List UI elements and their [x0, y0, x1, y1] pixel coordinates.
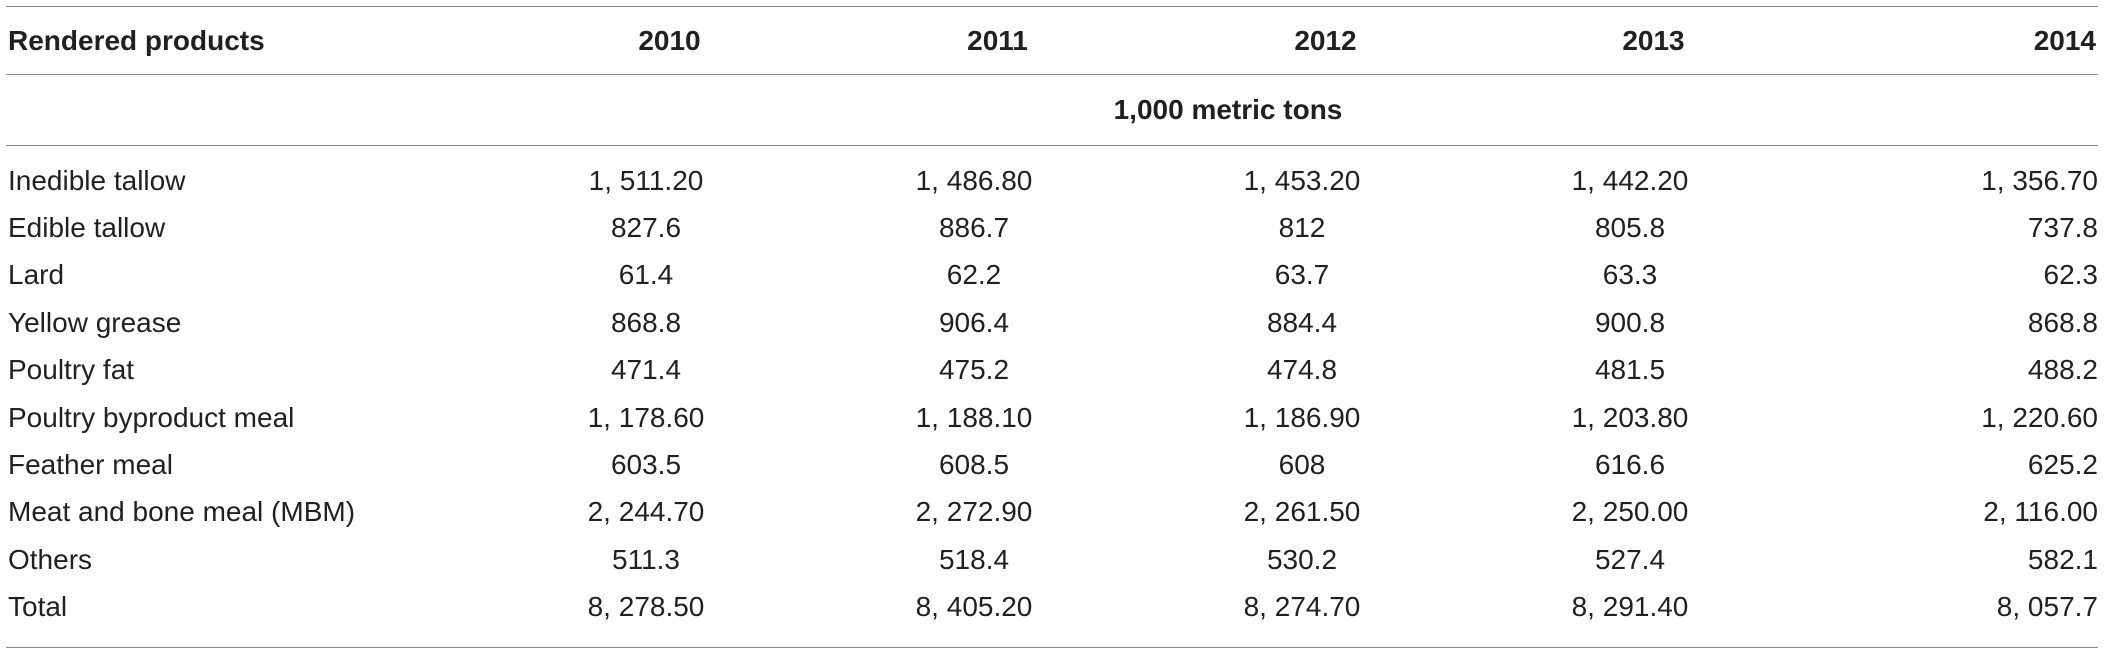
- cell-value: 530.2: [1266, 543, 1338, 575]
- row-label: Poultry fat: [8, 354, 135, 386]
- cell-value: 518.4: [938, 543, 1010, 575]
- cell-value: 2, 250.00: [1571, 496, 1689, 528]
- table-body: [6, 146, 2098, 647]
- row-label: Poultry byproduct meal: [8, 401, 295, 433]
- row-label: Yellow grease: [8, 306, 182, 338]
- cell-value: 62.3: [2043, 259, 2098, 291]
- header-year-2011: 2011: [967, 24, 1028, 56]
- cell-value: 2, 244.70: [587, 496, 705, 528]
- table-row: [6, 299, 2098, 346]
- cell-value: 8, 291.40: [1571, 591, 1689, 623]
- cell-value: 1, 442.20: [1571, 164, 1689, 196]
- table-row: [6, 347, 2098, 394]
- cell-value: 906.4: [938, 306, 1010, 338]
- table-row: [6, 441, 2098, 488]
- cell-value: 1, 486.80: [915, 164, 1033, 196]
- bottom-rule: [6, 647, 2098, 648]
- header-year-2010: 2010: [638, 24, 701, 56]
- header-year-2012: 2012: [1294, 24, 1357, 56]
- cell-value: 1, 511.20: [588, 164, 704, 196]
- cell-value: 63.7: [1274, 259, 1330, 291]
- cell-value: 608: [1278, 449, 1326, 481]
- cell-value: 1, 186.90: [1243, 401, 1361, 433]
- cell-value: 737.8: [2027, 212, 2098, 244]
- cell-value: 616.6: [1594, 449, 1666, 481]
- cell-value: 868.8: [610, 306, 682, 338]
- header-year-2013: 2013: [1622, 24, 1685, 56]
- row-label: Others: [8, 543, 93, 575]
- cell-value: 474.8: [1266, 354, 1338, 386]
- cell-value: 884.4: [1266, 306, 1338, 338]
- cell-value: 8, 057.7: [1996, 591, 2098, 623]
- cell-value: 511.3: [612, 543, 680, 575]
- cell-value: 1, 203.80: [1571, 401, 1689, 433]
- table-row: [6, 157, 2098, 204]
- cell-value: 1, 178.60: [587, 401, 705, 433]
- header-label: Rendered products: [8, 24, 265, 56]
- cell-value: 868.8: [2027, 306, 2098, 338]
- row-label: Total: [8, 591, 68, 623]
- cell-value: 608.5: [938, 449, 1010, 481]
- table-row: [6, 489, 2098, 536]
- cell-value: 2, 116.00: [1983, 496, 2098, 528]
- cell-value: 8, 405.20: [915, 591, 1033, 623]
- cell-value: 582.1: [2027, 543, 2098, 575]
- cell-value: 8, 274.70: [1243, 591, 1361, 623]
- cell-value: 475.2: [938, 354, 1010, 386]
- table-row: [6, 252, 2098, 299]
- cell-value: 886.7: [938, 212, 1010, 244]
- cell-value: 62.2: [946, 259, 1002, 291]
- cell-value: 527.4: [1594, 543, 1666, 575]
- cell-value: 481.5: [1594, 354, 1666, 386]
- cell-value: 488.2: [2027, 354, 2098, 386]
- rendered-products-table: [6, 6, 2098, 648]
- cell-value: 1, 453.20: [1243, 164, 1361, 196]
- cell-value: 2, 261.50: [1243, 496, 1361, 528]
- header-row: [6, 7, 2098, 74]
- row-label: Lard: [8, 259, 65, 291]
- header-year-2014: 2014: [2033, 24, 2096, 56]
- cell-value: 61.4: [618, 259, 674, 291]
- cell-value: 1, 188.10: [915, 401, 1033, 433]
- cell-value: 2, 272.90: [915, 496, 1033, 528]
- cell-value: 63.3: [1602, 259, 1658, 291]
- cell-value: 8, 278.50: [587, 591, 705, 623]
- row-label: Edible tallow: [8, 212, 166, 244]
- cell-value: 625.2: [2027, 449, 2098, 481]
- row-label: Inedible tallow: [8, 164, 186, 196]
- cell-value: 471.4: [610, 354, 682, 386]
- row-label: Meat and bone meal (MBM): [8, 496, 356, 528]
- cell-value: 603.5: [610, 449, 682, 481]
- cell-value: 1, 220.60: [1981, 401, 2098, 433]
- cell-value: 827.6: [610, 212, 682, 244]
- table-row: [6, 204, 2098, 251]
- cell-value: 805.8: [1594, 212, 1666, 244]
- table-row: [6, 394, 2098, 441]
- table-row: [6, 536, 2098, 583]
- cell-value: 1, 356.70: [1981, 164, 2098, 196]
- row-label: Feather meal: [8, 449, 173, 481]
- unit-label: 1,000 metric tons: [1113, 94, 1343, 125]
- cell-value: 812: [1278, 212, 1326, 244]
- total-row: [6, 584, 2098, 631]
- cell-value: 900.8: [1594, 306, 1666, 338]
